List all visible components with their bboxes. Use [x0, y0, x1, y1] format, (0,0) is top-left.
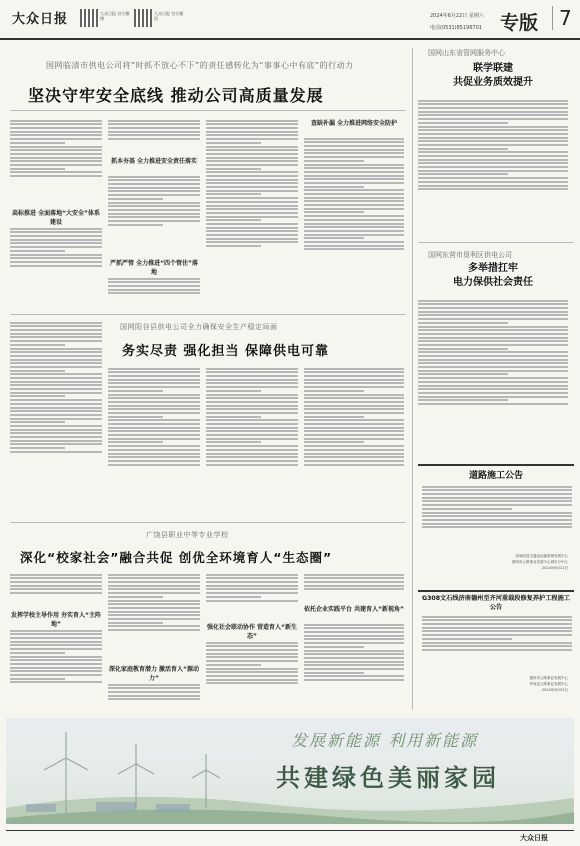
notice-title: G308文石线济南德州至齐河重载段修复养护工程施工公告	[422, 595, 570, 611]
article3-headline: 深化“校家社会”融合共促 创优全环境育人“生态圈”	[20, 550, 333, 565]
notice-date: 2024年6月21日	[541, 566, 568, 570]
article-subhead: 抓本夯基 全力推进安全责任落实	[110, 158, 198, 165]
article-body	[108, 174, 200, 254]
article-subhead: 发挥学校主导作用 夯实育人“主阵地”	[10, 612, 102, 628]
article-body	[108, 366, 200, 516]
banner-slogan: 发展新能源 利用新能源	[291, 731, 479, 750]
article-subhead: 查缺补漏 全力推进网络安全防护	[310, 120, 398, 127]
lead-kicker: 国网临清市供电公司将“时抓不放心不下”的责任感转化为“事事心中有底”的行动力	[46, 61, 354, 70]
qr-code-icon	[134, 9, 152, 27]
divider	[10, 522, 406, 523]
article2-headline: 务实尽责 强化担当 保障供电可靠	[122, 344, 330, 359]
article3-kicker: 广饶县职业中等专业学校	[146, 531, 229, 539]
right-top-headline-2: 共促业务质效提升	[453, 77, 533, 88]
dateline: 2024年6月22日 星期六	[430, 13, 484, 19]
qr-label-wechat: 大众日报 官方微信	[154, 11, 184, 21]
article-subhead: 强化社会联动协作 营造育人“新生态”	[206, 624, 298, 640]
article-body	[418, 298, 568, 460]
article-subhead: 依托企业实践平台 共建育人“新视角”	[304, 606, 404, 613]
section-title: 专版	[500, 12, 539, 34]
divider	[10, 314, 406, 315]
article-body	[206, 572, 298, 620]
right-top-headline-1: 联学联建	[473, 63, 513, 74]
article-body	[206, 640, 298, 710]
notice-signature-1: 德州市公路事业发展中心	[529, 676, 568, 680]
hotline: 电话(0531)85196701	[430, 25, 483, 31]
article-body	[108, 572, 200, 662]
article-subhead: 高标推进 全面落地“大安全”体系建设	[12, 210, 100, 226]
article-body	[108, 276, 200, 308]
article-body	[108, 118, 200, 154]
page-number: 7	[552, 6, 572, 30]
article-body	[304, 136, 404, 308]
green-energy-banner	[6, 718, 574, 824]
article-body	[108, 682, 200, 710]
notice-body	[422, 484, 572, 550]
notice-signature-1: 高城河县交通局运输管理发展中心	[515, 554, 568, 558]
masthead	[0, 0, 580, 40]
qr-code-icon	[80, 9, 98, 27]
article-subhead: 严抓严管 全力推进“四个管住”落地	[110, 260, 198, 276]
article-body	[304, 622, 404, 710]
article-body	[418, 98, 568, 238]
right-top-kicker: 国网山东省管网服务中心	[428, 49, 505, 57]
column-divider	[412, 48, 413, 710]
right-mid-headline-1: 多举措扛牢	[468, 263, 518, 274]
footer-logo: 大众日报	[520, 833, 548, 842]
divider	[10, 110, 406, 111]
divider	[418, 242, 574, 243]
notice-date: 2024年6月22日	[541, 688, 568, 692]
notice-title: 道路施工公告	[468, 471, 523, 481]
notice-signature-2: 齐河县公路事业发展中心	[529, 682, 568, 686]
qr-label-weibo: 大众日报 官方微博	[100, 11, 130, 21]
article-body	[10, 118, 102, 206]
right-mid-kicker: 国网东营市垦利区供电公司	[428, 251, 512, 259]
article-body	[206, 366, 298, 516]
article-body	[10, 320, 102, 516]
article-body	[10, 572, 102, 608]
banner-headline: 共建绿色美丽家园	[276, 763, 500, 792]
article-body	[304, 572, 404, 602]
article-body	[10, 628, 102, 710]
notice-body	[422, 614, 572, 672]
notice-signature-2: 德州市公路事业发展中心城市分中心	[512, 560, 568, 564]
article-body	[206, 118, 298, 308]
article-body	[304, 366, 404, 516]
article-subhead: 深化家庭教育潜力 激活育人“源动力”	[108, 666, 200, 682]
article2-kicker: 国网阳谷县供电公司全力确保安全生产稳定局面	[120, 323, 278, 331]
right-mid-headline-2: 电力保供社会责任	[453, 277, 533, 288]
newspaper-logo: 大众日报	[12, 12, 69, 27]
article-body	[10, 226, 102, 288]
lead-headline: 坚决守牢安全底线 推动公司高质量发展	[28, 86, 324, 105]
footer-rule	[6, 830, 574, 831]
